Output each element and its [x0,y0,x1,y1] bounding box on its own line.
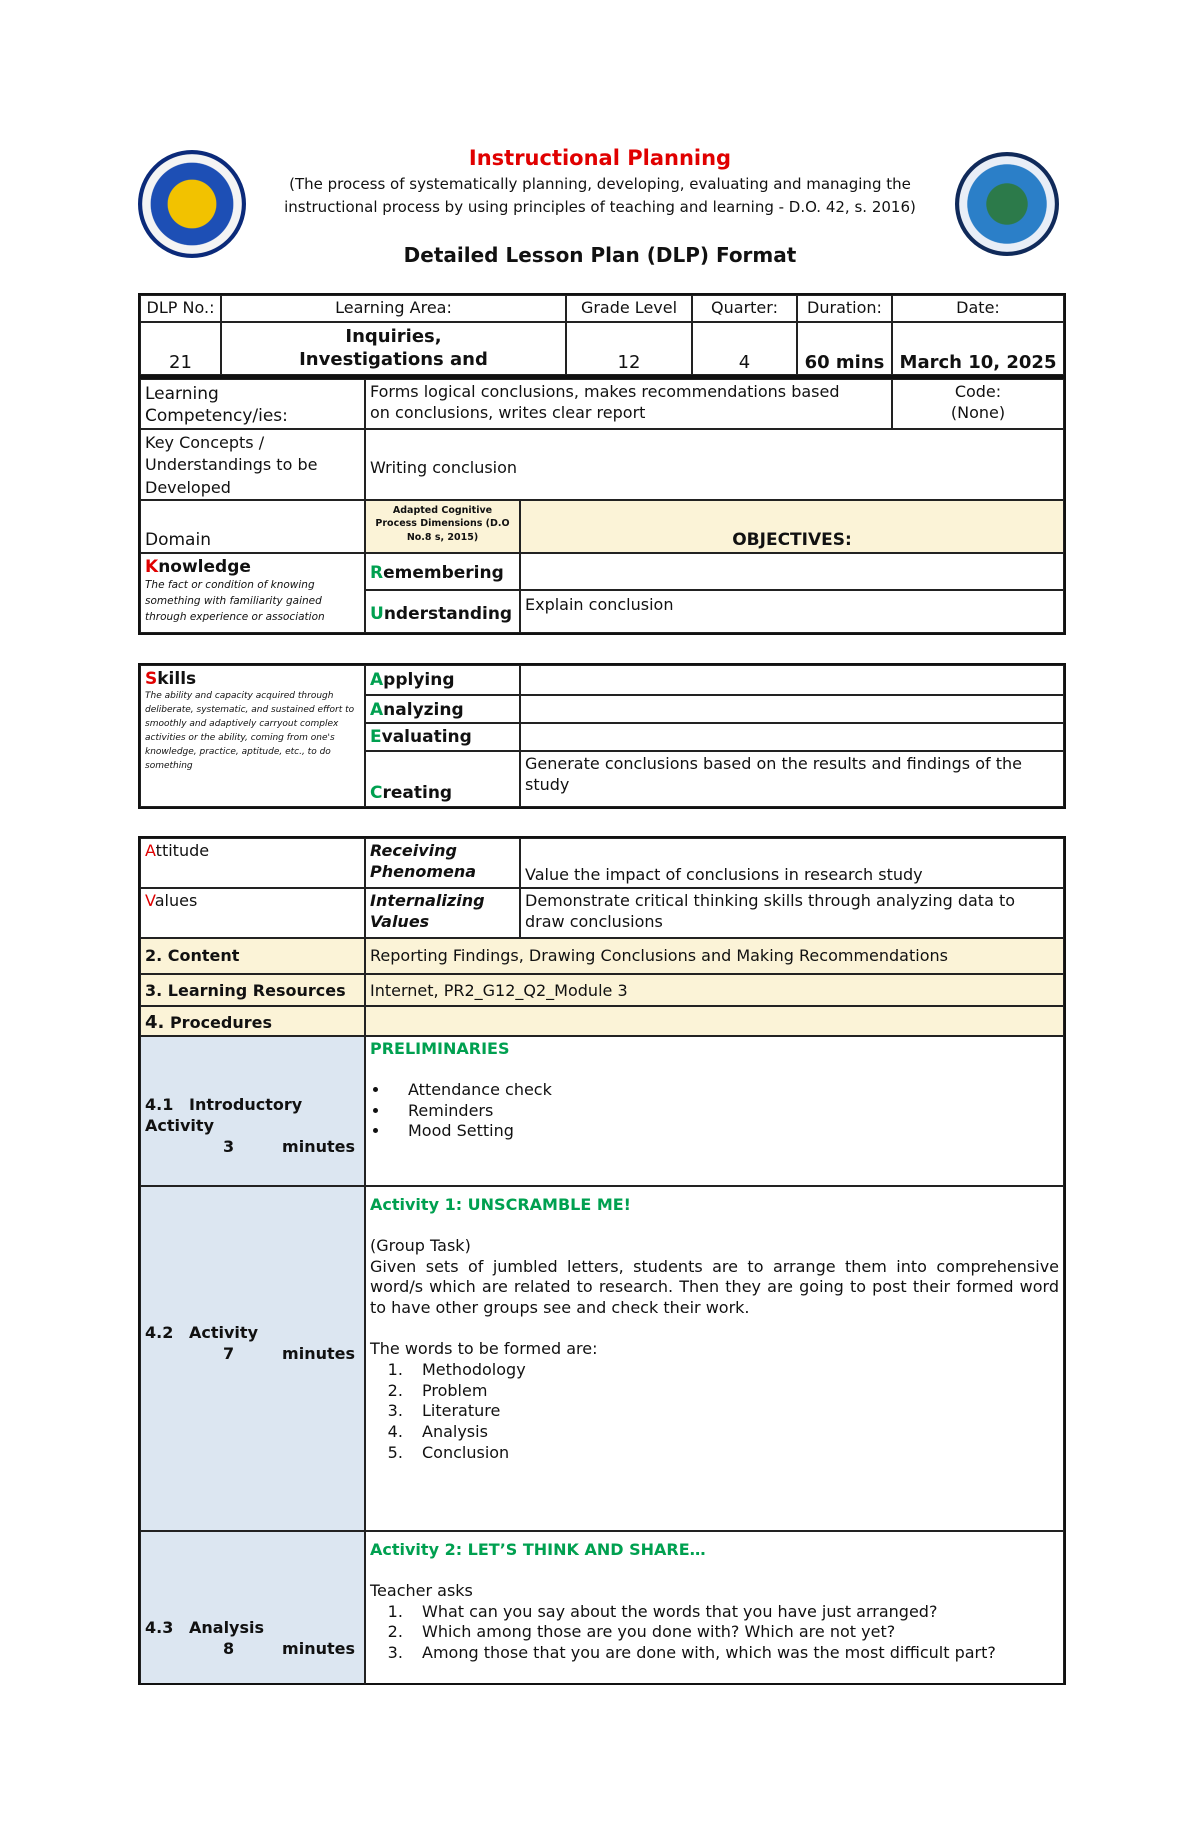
content-label: 2. Content [140,938,365,974]
activity-description: Given sets of jumbled letters, students are to arrange them into comprehensive word/s which are related to research. Then they are going to post their formed word to have other groups see and check their work. [370,1256,1059,1318]
intro-activity-number: 4.1 [145,1095,174,1114]
analyzing-objective [520,695,1064,723]
remembering-level [365,553,520,590]
procedures-label: Procedures [169,1013,273,1032]
intro-activity-unit: minutes [282,1136,355,1156]
code-label: Code: [954,382,1002,401]
values-objective: Demonstrate critical thinking skills through analyzing data to draw conclusions [520,888,1064,938]
activity-cell [140,1186,365,1531]
grade-level-value: 12 [566,322,692,375]
knowledge-heading [145,556,360,578]
quarter-value: 4 [692,322,797,375]
duration-value: 60 mins [797,322,892,375]
analysis-time [145,1639,360,1660]
preliminaries-item: • Reminders [390,1101,1059,1122]
analysis-label: Analysis [189,1618,265,1637]
internalizing-values-level: Internalizing Values [365,888,520,938]
adapted-cognitive-label: Adapted Cognitive Process Dimensions (D.O No.8 s, 2015) [365,500,520,553]
intro-activity-title [145,1095,360,1137]
intro-activity-cell [140,1036,365,1186]
analysis-title [145,1618,360,1639]
date-label: Date: [892,295,1064,322]
values-rest: alues [154,891,198,910]
skills-cell [140,665,365,807]
attitude-rest: ttitude [155,841,210,860]
word-item: 2. Problem [408,1381,1059,1402]
dlp-no-label: DLP No.: [140,295,221,322]
intro-activity-content [365,1036,1064,1186]
understanding-objective: Explain conclusion [520,590,1064,633]
learning-area-value: Inquiries, Investigations and [221,322,566,375]
activity-label: Activity [189,1323,258,1342]
words-lead: The words to be formed are: [370,1338,598,1358]
competency-value: Forms logical conclusions, makes recommendations based on conclusions, writes clear report [365,379,892,429]
intro-activity-time [145,1137,360,1158]
receiving-phenomena-level: Receiving Phenomena [365,838,520,888]
applying-objective [520,665,1064,695]
creating-initial: C [370,783,383,803]
words-list [370,1360,1059,1464]
analyzing-rest: nalyzing [383,700,464,720]
skills-heading [145,668,360,690]
evaluating-rest: valuating [381,727,472,747]
preliminaries-list [370,1080,1059,1142]
skills-desc: The ability and capacity acquired through deliberate, systematic, and sustained effort to smoothly and adaptively carryout complex activities or the ability, coming from one's knowledge, practice, aptitude, etc., to do something [145,691,355,771]
applying-level [365,665,520,695]
page-title: Instructional Planning [468,146,732,170]
activity-unit: minutes [282,1343,355,1363]
intro-activity-mins: 3 [223,1136,235,1156]
activity-number: 4.2 [145,1323,174,1342]
analysis-content [365,1531,1064,1685]
school-seal-logo [138,150,246,258]
group-task-text: (Group Task) [370,1235,471,1255]
competency-label-cell [140,379,365,429]
analyzing-initial: A [370,700,384,720]
applying-initial: A [370,670,384,690]
procedures-value [365,1006,1064,1036]
resources-label: 3. Learning Resources [140,974,365,1006]
creating-rest: reating [382,783,453,803]
analysis-unit: minutes [282,1638,355,1658]
subtitle-line-1: (The process of systematically planning, developing, evaluating and managing the [289,175,911,193]
question-item: 2. Which among those are you done with? Which are not yet? [408,1622,1059,1643]
analysis-mins: 8 [223,1638,235,1658]
creating-level [365,751,520,807]
key-concepts-label: Key Concepts / Understandings to be Developed [140,429,365,500]
evaluating-level [365,723,520,751]
preliminaries-heading: PRELIMINARIES [370,1039,510,1058]
word-item: 5. Conclusion [408,1443,1059,1464]
unscramble-heading: Activity 1: UNSCRAMBLE ME! [370,1195,631,1214]
evaluating-objective [520,723,1064,751]
knowledge-cell [140,553,365,633]
domain-label: Domain [140,500,365,553]
teacher-asks-text: Teacher asks [370,1580,473,1600]
skills-rest: kills [157,669,197,689]
attitude-objective: Value the impact of conclusions in research study [520,838,1064,888]
analysis-number: 4.3 [145,1618,174,1637]
remembering-initial: R [370,563,384,583]
attitude-initial: A [145,841,156,860]
code-cell [892,379,1064,429]
word-item: 3. Literature [408,1401,1059,1422]
preliminaries-item: • Attendance check [390,1080,1059,1101]
activity-mins: 7 [223,1343,235,1363]
knowledge-initial: K [145,557,159,577]
understanding-initial: U [370,604,384,624]
values-cell [140,888,365,938]
knowledge-desc: The fact or condition of knowing something with familiarity gained through experience or association [145,579,325,623]
activity-time [145,1344,360,1365]
understanding-rest: nderstanding [383,604,513,624]
applying-rest: pplying [383,670,455,690]
question-item: 1. What can you say about the words that you have just arranged? [408,1602,1059,1623]
resources-value: Internet, PR2_G12_Q2_Module 3 [365,974,1064,1006]
code-value: (None) [950,402,1006,422]
content-value: Reporting Findings, Drawing Conclusions and Making Recommendations [365,938,1064,974]
remembering-rest: emembering [383,563,504,583]
understanding-level [365,590,520,633]
intro-activity-label: Introductory Activity [145,1095,303,1135]
questions-list [370,1602,1059,1664]
grade-level-label: Grade Level [566,295,692,322]
attitude-cell [140,838,365,888]
competency-label: Learning Competency/ies: [145,384,288,427]
word-item: 4. Analysis [408,1422,1059,1443]
evaluating-initial: E [370,727,382,747]
division-seal-logo [955,152,1059,256]
date-value: March 10, 2025 [892,322,1064,375]
learning-area-label: Learning Area: [221,295,566,322]
procedures-label-cell [140,1006,365,1036]
subtitle-line-2: instructional process by using principles of teaching and learning - D.O. 42, s. 2016) [284,198,916,216]
analysis-cell [140,1531,365,1685]
remembering-objective [520,553,1064,590]
duration-label: Duration: [797,295,892,322]
values-initial: V [145,891,155,910]
preliminaries-item: • Mood Setting [390,1121,1059,1142]
creating-objective: Generate conclusions based on the results and findings of the study [520,751,1064,807]
knowledge-rest: nowledge [158,557,251,577]
word-item: 1. Methodology [408,1360,1059,1381]
objectives-label: OBJECTIVES: [520,500,1064,553]
key-concepts-value: Writing conclusion [365,429,1064,500]
quarter-label: Quarter: [692,295,797,322]
procedures-number: 4. [145,1012,165,1033]
think-share-heading: Activity 2: LET’S THINK AND SHARE… [370,1540,706,1559]
analyzing-level [365,695,520,723]
format-title: Detailed Lesson Plan (DLP) Format [403,243,797,267]
activity-content [365,1186,1064,1531]
skills-initial: S [145,669,158,689]
question-item: 3. Among those that you are done with, which was the most difficult part? [408,1643,1059,1664]
dlp-no-value: 21 [140,322,221,375]
activity-title [145,1323,360,1344]
